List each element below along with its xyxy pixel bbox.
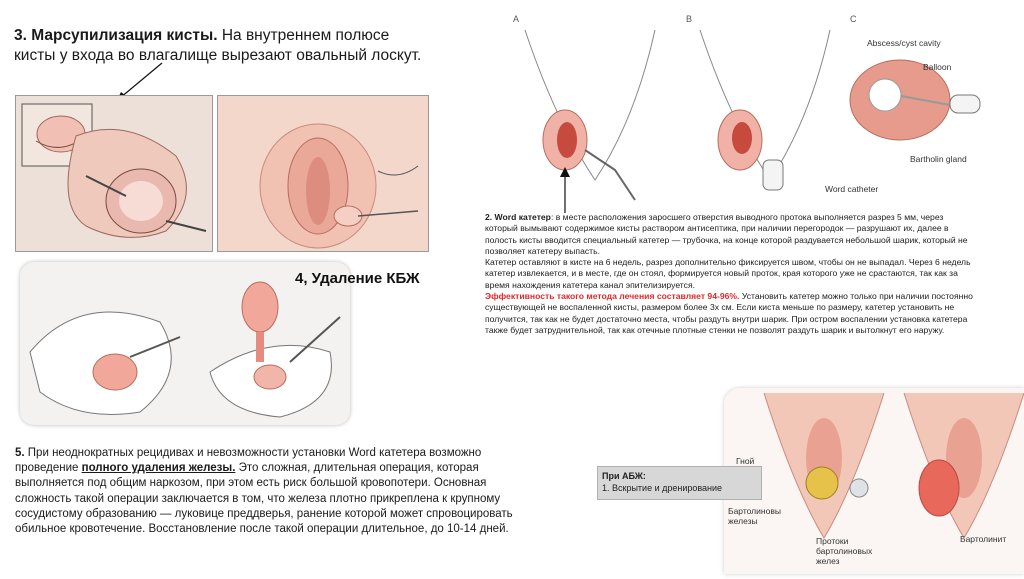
marsupialization-illustration-2 <box>217 95 429 252</box>
bartholinitis-figure <box>724 388 1024 574</box>
section5-number: 5. <box>15 447 25 459</box>
pus-label: Гной <box>736 456 755 466</box>
word-p1 <box>485 212 973 257</box>
abscess-cavity-label: Abscess/cyst cavity <box>867 38 941 48</box>
word-efficiency: Эффективность такого метода лечения составляет 94-96%. <box>485 291 740 302</box>
word-catheter-label: Word catheter <box>825 184 879 194</box>
marsupialization-drawing-2 <box>218 96 428 251</box>
figure-label-c: C <box>850 14 857 24</box>
word-p3-body: Установить катетер можно только при наличии постоянно существующей не воспаленной кисты, размером более 3х см. Если киста меньше по размеру, катетер установить не получится, так как не будет достаточно места, чтобы раздуть внутри шарик. При остром воспалении установка катетера также будет затруднительной, так как отечные плотные стенки не позволят раздуть шарик и вытолкнут его наружу. <box>485 291 973 335</box>
figure-label-a: A <box>513 14 520 24</box>
section5-pre: При неоднократных рецидивах и невозможности установки Word катетера возможно проведение <box>15 447 482 475</box>
marsupialization-drawing-1 <box>16 96 212 251</box>
word-p2: Катетер оставляют в кисте на 6 недель, разрез дополнительно фиксируется швом, чтобы он не выпадал. Через 6 недель катетер извлекается, и в месте, где он стоял, формируется новый проток, края которого уже не срастаются, так как за время нахождения катетера канал эпителизируется. <box>485 257 971 290</box>
section5-text <box>15 446 520 537</box>
word-heading: 2. Word катетер <box>485 212 551 222</box>
word-p1-body: : в месте расположения заросшего отверстия выводного протока выполняется разрез 5 мм, через который вымывают содержимое кисты раствором антисептика, при наличии перегородок — разрушают их, далее в полость кисты вводится специальный катетер — трубочка, на конце которой раздувается небольшой шарик, который не позволяет катетеру выпасть. <box>485 212 968 256</box>
section4-title: 4, Удаление КБЖ <box>295 270 420 287</box>
abzh-item: 1. Вскрытие и дренирование <box>602 483 723 493</box>
word-catheter-drawing <box>505 10 1020 210</box>
abzh-title: При АБЖ: <box>602 471 646 481</box>
figure-label-b: B <box>686 14 693 24</box>
section5-post: Это сложная, длительная операция, которая выполняется под общим наркозом, при этом есть риск большой кровопотери. Основная сложность такой операции заключается в том, что железа плотно прикреплена к крупному сосудистому образованию — луковице преддверья, ранение которой может спровоцировать обильное кровотечение. Восстановление после такой операции длительное, до 10-14 дней. <box>15 462 513 536</box>
glands-label: Бартолиновы железы <box>728 506 781 526</box>
word-catheter-text <box>485 212 973 336</box>
bartholinitis-label: Бартолинит <box>960 534 1007 544</box>
pointer-arrow-2 <box>555 165 575 215</box>
abzh-box <box>597 466 762 500</box>
section5-bold: полного удаления железы. <box>81 462 236 475</box>
section3-text <box>14 26 434 66</box>
word-p3 <box>485 291 973 336</box>
section3-body: На внутреннем полюсе кисты у входа во влагалище вырезают овальный лоскут. <box>14 27 422 64</box>
marsupialization-illustration-1 <box>15 95 213 252</box>
bartholin-gland-label: Bartholin gland <box>910 154 967 164</box>
section3-title: Марсупилизация кисты. <box>31 27 218 44</box>
section3-number: 3. <box>14 27 27 44</box>
word-catheter-figure <box>505 10 1020 210</box>
balloon-label: Balloon <box>923 62 952 72</box>
ducts-label: Протоки бартолиновых желез <box>816 536 873 566</box>
